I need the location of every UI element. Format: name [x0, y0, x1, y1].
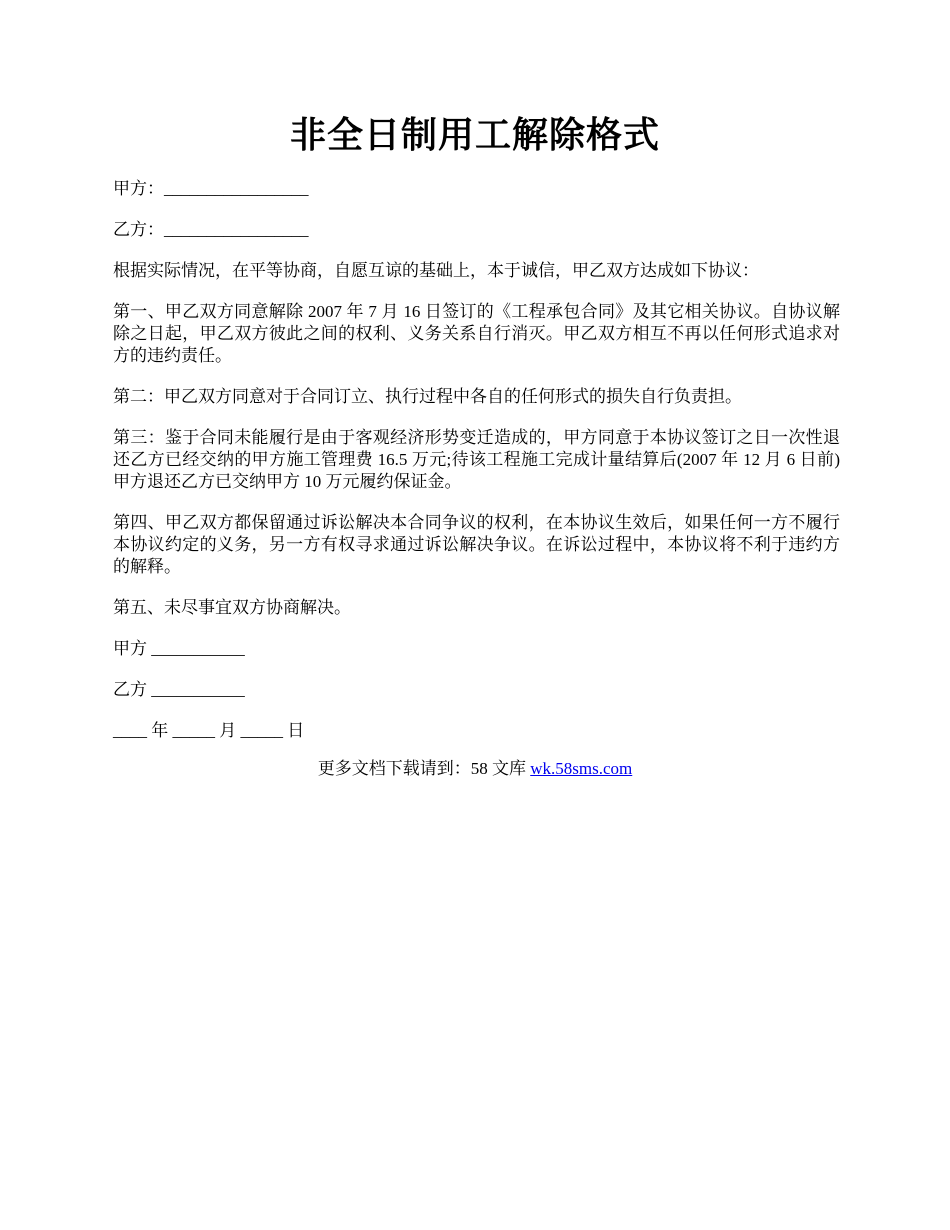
party-b-signature-line: 乙方 ___________: [113, 680, 245, 699]
document-title: 非全日制用工解除格式: [289, 115, 660, 156]
party-b-line: 乙方：_________________: [113, 220, 309, 239]
date-line: ____ 年 _____ 月 _____ 日: [113, 721, 305, 740]
party-a-signature-line: 甲方 ___________: [113, 639, 245, 658]
clause-5-paragraph: 第五、未尽事宜双方协商解决。: [113, 598, 351, 617]
clause-4-paragraph: 第四、甲乙双方都保留通过诉讼解决本合同争议的权利，在本协议生效后，如果任何一方不履行本协议约定的义务，另一方有权寻求通过诉讼解决争议。在诉讼过程中，本协议将不利于违约方的解释。: [113, 513, 840, 576]
clause-3-paragraph: 第三：鉴于合同未能履行是由于客观经济形势变迁造成的，甲方同意于本协议签订之日一次性退还乙方已经交纳的甲方施工管理费 16.5 万元;待该工程施工完成计量结算后(2007 年 12 月 6 日前)甲方退还乙方已交纳甲方 10 万元履约保证金。: [113, 428, 840, 491]
document-body: [113, 178, 840, 761]
download-footer: [0, 758, 950, 780]
clause-2-paragraph: 第二：甲乙双方同意对于合同订立、执行过程中各自的任何形式的损失自行负责担。: [113, 387, 742, 406]
footer-link[interactable]: wk.58sms.com: [530, 759, 633, 778]
preamble-paragraph: 根据实际情况，在平等协商，自愿互谅的基础上，本于诚信，甲乙双方达成如下协议：: [113, 261, 759, 280]
party-a-line: 甲方：_________________: [113, 179, 309, 198]
footer-text: 更多文档下载请到：58 文库: [317, 759, 531, 778]
clause-1-paragraph: 第一、甲乙双方同意解除 2007 年 7 月 16 日签订的《工程承包合同》及其它相关协议。自协议解除之日起，甲乙双方彼此之间的权利、义务关系自行消灭。甲乙双方相互不再以任何形式追求对方的违约责任。: [113, 302, 840, 365]
